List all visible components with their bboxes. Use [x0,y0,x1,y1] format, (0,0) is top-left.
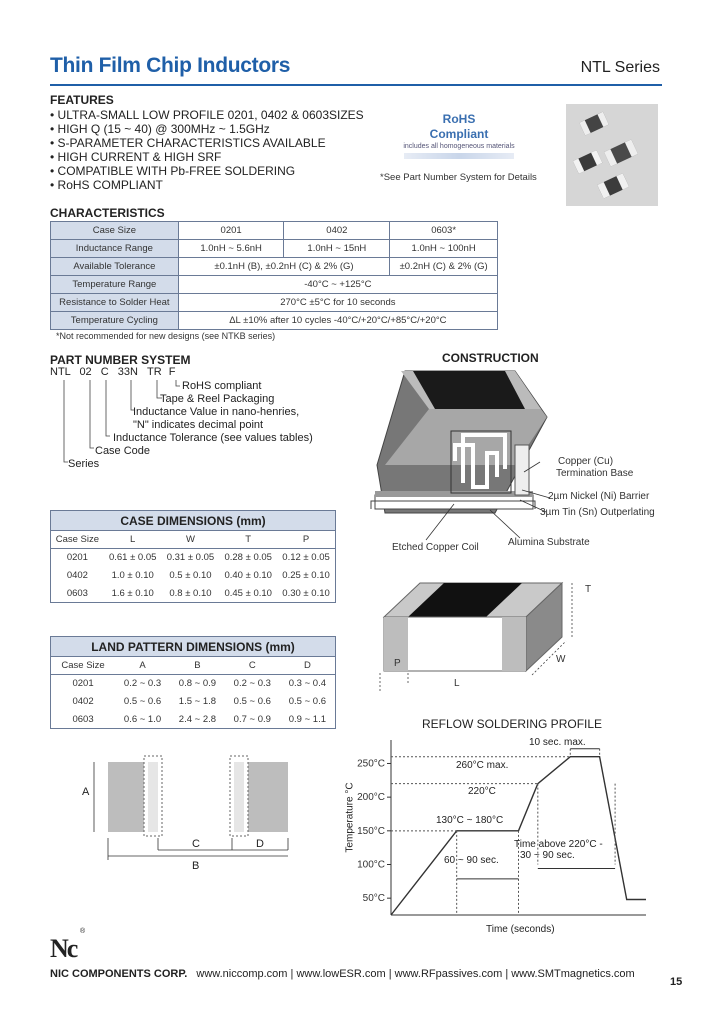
feature-item: • ULTRA-SMALL LOW PROFILE 0201, 0402 & 0603SIZES [50,108,364,122]
characteristics-table [50,221,498,330]
cell: ΔL ±10% after 10 cycles -40°C/+20°C/+85°C/+20°C [178,312,497,330]
cell: 0.31 ± 0.05 [166,552,215,564]
cell: 0.3 ~ 0.4 [288,678,326,690]
coil-leader [420,500,460,544]
cell: 0402 [72,696,94,707]
feature-item: • RoHS COMPLIANT [50,178,163,192]
annotation: 220°C [468,786,496,797]
table-row [51,693,336,711]
cell: 0603 [72,713,94,725]
cell: 0.9 ~ 1.1 [288,713,326,725]
table-row [51,276,498,294]
footer-link[interactable]: www.RFpassives.com [394,968,503,980]
table-row [51,222,498,240]
annotation: 30 ~ 90 sec. [520,850,575,861]
pn-line: RoHS compliant [182,380,262,392]
cell: 0.25 ± 0.10 [282,570,330,581]
cell: 0.2 ~ 0.3 [233,678,271,690]
table-caption-row [51,511,336,531]
pn-value: 33N [117,366,138,378]
cell: 0.5 ± 0.10 [169,570,212,581]
cell: 0.6 ~ 1.0 [123,713,162,725]
feature-item: • HIGH CURRENT & HIGH SRF [50,150,222,164]
land-label-a: A [82,786,90,798]
column-header: T [219,531,277,549]
table-row [51,567,336,585]
cell: 0201 [66,552,88,564]
construction-label: 2µm Nickel (Ni) Barrier [548,491,650,502]
cell: 2.4 ~ 2.8 [178,713,217,725]
pn-line: "N" indicates decimal point [133,419,264,431]
feature-item: • S-PARAMETER CHARACTERISTICS AVAILABLE [50,136,326,150]
y-tick-label: 100°C [357,859,385,871]
title-rule [50,84,662,86]
cell: -40°C ~ +125°C [178,276,497,294]
table-caption-row [51,637,336,657]
feature-item: • HIGH Q (15 ~ 40) @ 300MHz ~ 1.5GHz [50,122,270,136]
land-pattern-table [50,636,336,729]
table-header-row [51,531,336,549]
footer-link[interactable]: www.niccomp.com [196,968,288,980]
pn-line: Tape & Reel Packaging [160,393,275,405]
cell: 1.0nH ~ 15nH [284,240,390,258]
dim-label-l: L [454,678,460,689]
cell: 0.5 ~ 0.6 [123,696,162,707]
cell: 0.2 ~ 0.3 [123,678,162,690]
rohs-sub: includes all homogeneous materials [403,143,515,150]
pn-line: Series [68,458,100,470]
dim-label-t: T [585,584,592,595]
registered-icon: ® [80,928,86,935]
table-header-row [51,657,336,675]
nic-logo: Nc [50,934,77,963]
cell: 0.8 ± 0.10 [169,587,212,599]
row-label: Temperature Range [51,276,179,294]
construction-label: Etched Copper Coil [392,542,479,553]
cell: ±0.2nH (C) & 2% (G) [390,258,498,276]
construction-heading: CONSTRUCTION [442,351,539,365]
construction-label: 3µm Tin (Sn) Outperlating [540,507,655,518]
pn-case: 02 [79,366,92,378]
pn-line: Inductance Value in nano-henries, [133,406,300,418]
characteristics-heading: CHARACTERISTICS [50,206,165,220]
cell: 0.12 ± 0.05 [282,552,330,564]
column-header: Case Size [51,531,104,549]
cell: 1.6 ± 0.10 [111,587,154,599]
annotation: Time above 220°C - [514,839,603,850]
land-label-c: C [192,838,200,850]
construction-label: Alumina Substrate [508,537,590,548]
feature-item: • COMPATIBLE WITH Pb-FREE SOLDERING [50,164,296,178]
row-label: Case Size [51,222,179,240]
product-photo [566,104,658,206]
y-tick-label: 50°C [362,893,385,905]
land-label-b: B [192,860,200,872]
table-row [51,675,336,693]
cell: 0.5 ~ 0.6 [288,696,326,707]
table-row [51,258,498,276]
footer-link[interactable]: www.SMTmagnetics.com [511,968,635,980]
table-row [51,549,336,567]
cell: 0402 [284,222,390,240]
table-caption: CASE DIMENSIONS (mm) [51,511,336,531]
table-row [51,585,336,603]
annotation: 130°C ~ 180°C [436,815,504,826]
cell: 0.8 ~ 0.9 [178,678,217,690]
characteristics-note: *Not recommended for new designs (see NTKB series) [56,331,276,341]
row-label: Temperature Cycling [51,312,179,330]
rohs-line1: RoHS [442,112,476,126]
y-tick-label: 200°C [357,792,385,804]
series-name: NTL Series [580,59,660,76]
table-row [51,312,498,330]
pn-rohs: F [168,366,176,378]
x-axis-label: Time (seconds) [486,924,555,935]
column-header: P [277,531,335,549]
land-pattern-drawing [70,752,300,862]
construction-label: Termination Base [556,468,634,479]
cell: 1.0nH ~ 5.6nH [178,240,284,258]
cell: 1.0 ± 0.10 [111,570,154,581]
construction-label: Copper (Cu) [558,456,614,467]
cell: 0201 [72,678,94,690]
page-number: 15 [670,976,683,988]
pn-line: Inductance Tolerance (see values tables) [113,432,313,444]
features-list [50,108,364,192]
rohs-note: *See Part Number System for Details [380,172,537,183]
y-tick-label: 150°C [357,825,385,837]
column-header: W [162,531,220,549]
page-title: Thin Film Chip Inductors [50,54,291,77]
column-header: B [170,657,225,675]
column-header: C [225,657,280,675]
pn-packaging: TR [147,366,162,378]
cell: ±0.1nH (B), ±0.2nH (C) & 2% (G) [178,258,390,276]
pn-tolerance: C [100,366,109,378]
pn-series: NTL [50,366,71,378]
cell: 0603* [390,222,498,240]
table-caption: LAND PATTERN DIMENSIONS (mm) [51,637,336,657]
dim-label-p: P [394,658,401,669]
y-axis-label: Temperature °C [344,782,356,853]
cell: 270°C ±5°C for 10 seconds [178,294,497,312]
table-row [51,711,336,729]
pn-line: Case Code [95,445,151,457]
cell: 0.40 ± 0.10 [224,570,272,581]
cell: 0402 [66,570,88,581]
footer-link[interactable]: www.lowESR.com [296,968,386,980]
rohs-bar [404,153,514,159]
row-label: Inductance Range [51,240,179,258]
column-header: Case Size [51,657,116,675]
dim-label-w: W [556,654,566,665]
annotation: 10 sec. max. [529,737,586,748]
table-row [51,240,498,258]
column-header: L [104,531,162,549]
cell: 0.61 ± 0.05 [108,552,157,564]
y-tick-label: 250°C [357,758,385,770]
cell: 0.30 ± 0.10 [282,587,330,599]
rohs-line2: Compliant [429,127,489,141]
cell: 0.7 ~ 0.9 [233,713,271,725]
rohs-badge [398,112,520,159]
cell: 0.28 ± 0.05 [224,552,272,564]
land-label-d: D [256,838,264,850]
column-header: D [280,657,336,675]
cell: 0.45 ± 0.10 [224,587,272,599]
company-name: NIC COMPONENTS CORP. [50,968,188,980]
features-heading: FEATURES [50,93,114,107]
column-header: A [115,657,170,675]
annotation: 260°C max. [456,760,509,771]
cell: 0201 [178,222,284,240]
cell: 1.5 ~ 1.8 [178,696,217,707]
row-label: Available Tolerance [51,258,179,276]
part-number-heading: PART NUMBER SYSTEM [50,353,191,367]
cell: 0.5 ~ 0.6 [233,696,271,707]
table-row [51,294,498,312]
chip-dimension-drawing [372,575,612,695]
cell: 0603 [66,587,88,599]
case-dimensions-table [50,510,336,603]
cell: 1.0nH ~ 100nH [390,240,498,258]
footer-bar: NIC COMPONENTS CORP. www.niccomp.com | www.lowESR.com | www.RFpassives.com | www.SMTmagnetics.com [50,968,635,980]
chart-title: REFLOW SOLDERING PROFILE [422,717,603,731]
row-label: Resistance to Solder Heat [51,294,179,312]
annotation: 60 ~ 90 sec. [444,855,499,866]
